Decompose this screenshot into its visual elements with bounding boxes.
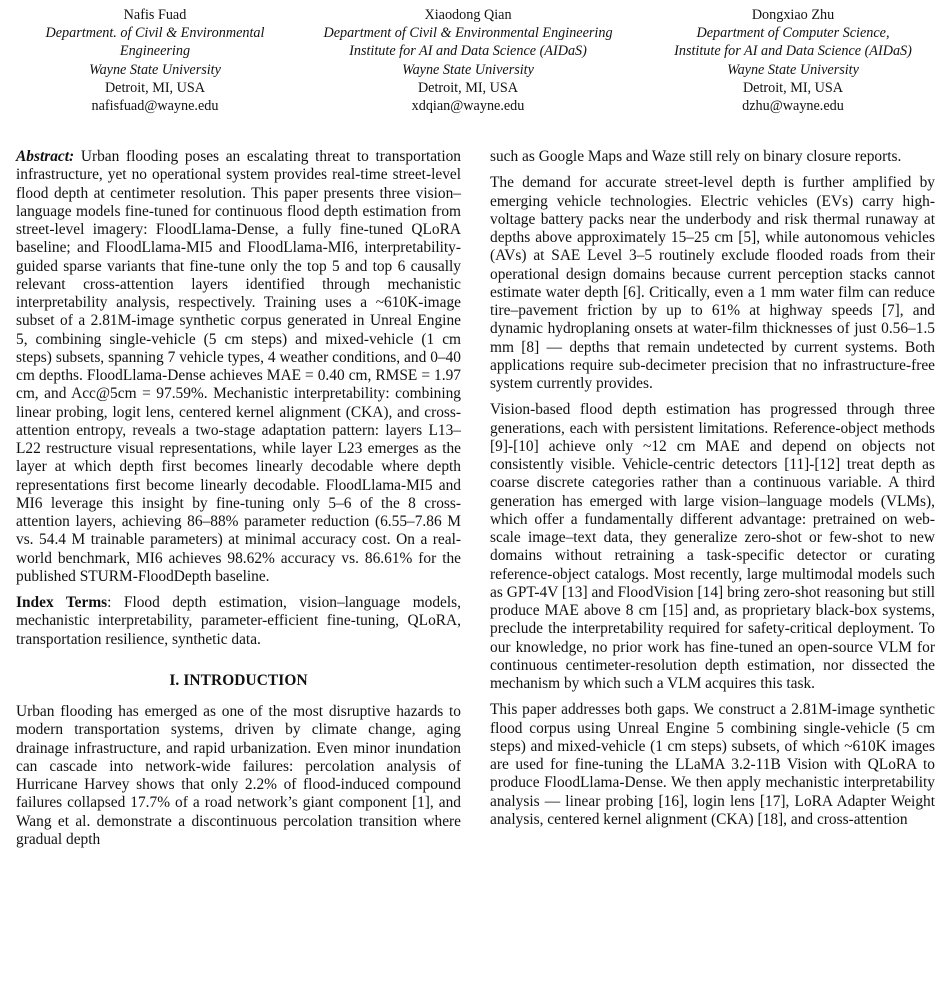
author-affiliation: Institute for AI and Data Science (AIDaS) (349, 43, 587, 60)
index-terms-text: : Flood depth estimation, vision–language models, mechanistic interpretability, parameter-efficient fine-tuning, QLoRA, transportation resilience, synthetic data. (16, 594, 462, 648)
body-paragraph: The demand for accurate street-level depth is further amplified by emerging vehicle technologies. Electric vehicles (EVs) carry high-voltage battery packs near the underbody and risk thermal runaway at depths above approximately 15–25 cm [5], while autonomous vehicles (AVs) at SAE Level 3–5 routinely exclude flooded roads from their operational design domains because current perception stacks cannot estimate water depth [6]. Critically, even a 1 mm water film can reduce tire–pavement friction by up to 61% at highway speeds [7], and dynamic hydroplaning onsets at water-film thicknesses of just 0.56–1.5 mm [8] — depths that remain undetected by current systems. Both applications require sub-decimeter precision that no infrastructure-free system currently provides. (490, 174, 935, 392)
intro-paragraph: Urban flooding has emerged as one of the most disruptive hazards to modern transportation systems, driven by climate change, aging drainage infrastructure, and rapid urbanization. Even minor inundation can cascade into network-wide failures: percolation analysis of Hurricane Harvey shows that only 2.2% of flood-induced compound failures collapsed 17.7% of a road network’s giant component [1], and Wang et al. demonstrate a discontinuous percolation transition where gradual depth (16, 703, 461, 848)
author-1 (20, 6, 290, 115)
author-email: nafisfuad@wayne.edu (91, 98, 219, 115)
author-location: Detroit, MI, USA (417, 79, 519, 96)
author-university: Wayne State University (727, 61, 859, 78)
author-name: Dongxiao Zhu (751, 7, 835, 23)
author-affiliation: Engineering (119, 43, 191, 60)
right-column (490, 148, 935, 837)
index-terms-label: Index Terms (16, 594, 108, 611)
author-2 (300, 6, 636, 115)
author-affiliation: Department of Computer Science, (696, 25, 890, 42)
abstract-text: Urban flooding poses an escalating threat to transportation infrastructure, yet no operational system provides real-time street-level flood depth at centimeter resolution. This paper presents three vision–language models fine-tuned for continuous flood depth estimation from street-level imagery: FloodLlama-Dense, a fully fine-tuned QLoRA baseline; and FloodLlama-MI5 and FloodLlama-MI6, interpretability-guided sparse variants that fine-tune only the top 5 and top 6 causally relevant cross-attention layers identified through mechanistic interpretability analysis, respectively. Training uses a ~610K-image subset of a 2.81M-image synthetic corpus generated in Unreal Engine 5, combining single-vehicle (5 cm steps) and mixed-vehicle (1 cm steps) subsets, spanning 7 vehicle types, 4 weather conditions, and 0–40 cm depths. FloodLlama-Dense achieves MAE = 0.40 cm, RMSE = 1.97 cm, and Acc@5cm = 97.59%. Mechanistic interpretability: combining linear probing, logit lens, centered kernel alignment (CKA), and cross-attention entropy, reveals a two-stage adaptation pattern: layers L13–L22 restructure visual representations, while layer L23 emerges as the layer at which depth first becomes linearly decodable where depth representations first become linearly decodable. FloodLlama-MI5 and MI6 leverage this insight by fine-tuning only 5–6 of the 8 cross-attention layers, achieving 86–88% parameter reduction (6.55–7.86 M vs. 54.4 M trainable parameters) at minimal accuracy cost. On a real-world benchmark, MI6 achieves 98.62% accuracy vs. 86.61% for the published STURM-FloodDepth baseline. (16, 148, 461, 585)
author-affiliation: Department of Civil & Environmental Engineering (323, 25, 613, 42)
index-terms (16, 594, 461, 649)
body-paragraph: Vision-based flood depth estimation has progressed through three generations, each with persistent limitations. Reference-object methods [9]-[10] achieve only ~12 cm MAE and depend on objects not consistently visible. Vehicle-centric detectors [11]-[12] treat depth as coarse discrete categories rather than a continuous variable. A third generation has emerged with large vision–language models (VLMs), which offer a fundamentally different advantage: pretrained on web-scale image–text data, they generalize zero-shot or few-shot to new domains without retraining a task-specific detector or curating reference-object catalogs. Most recently, large multimodal models such as GPT-4V [13] and FloodVision [14] bring zero-shot reasoning but still produce MAE above 8 cm [15] and, as proprietary black-box systems, preclude the interpretability required for safety-critical deployment. To our knowledge, no prior work has fine-tuned an open-source VLM for continuous centimeter-resolution depth estimation, nor dissected the mechanism by which such a VLM acquires this task. (490, 401, 935, 692)
author-email: dzhu@wayne.edu (742, 98, 844, 115)
author-block (0, 6, 951, 126)
body-paragraph: such as Google Maps and Waze still rely on binary closure reports. (490, 148, 902, 165)
author-affiliation: Department. of Civil & Environmental (45, 25, 265, 42)
left-column (16, 148, 461, 857)
author-university: Wayne State University (89, 61, 221, 78)
author-location: Detroit, MI, USA (104, 79, 206, 96)
abstract-label: Abstract: (16, 148, 75, 165)
section-heading: I. INTRODUCTION (169, 671, 308, 689)
author-name: Xiaodong Qian (424, 7, 512, 23)
body-paragraph: This paper addresses both gaps. We construct a 2.81M-image synthetic flood corpus using Unreal Engine 5 combining single-vehicle (5 cm steps) and mixed-vehicle (1 cm steps) subsets, of which ~610K images are used for fine-tuning the LLaMA 3.2-11B Vision with QLoRA to produce FloodLlama-Dense. We then apply mechanistic interpretability analysis — linear probing [16], login lens [17], LoRA Adapter Weight analysis, centered kernel alignment (CKA) [18], and cross-attention (490, 701, 935, 828)
abstract (16, 148, 461, 586)
author-location: Detroit, MI, USA (742, 79, 844, 96)
author-3 (648, 6, 938, 115)
author-email: xdqian@wayne.edu (411, 98, 525, 115)
author-name: Nafis Fuad (123, 7, 187, 23)
author-university: Wayne State University (402, 61, 534, 78)
author-affiliation: Institute for AI and Data Science (AIDaS) (674, 43, 912, 60)
